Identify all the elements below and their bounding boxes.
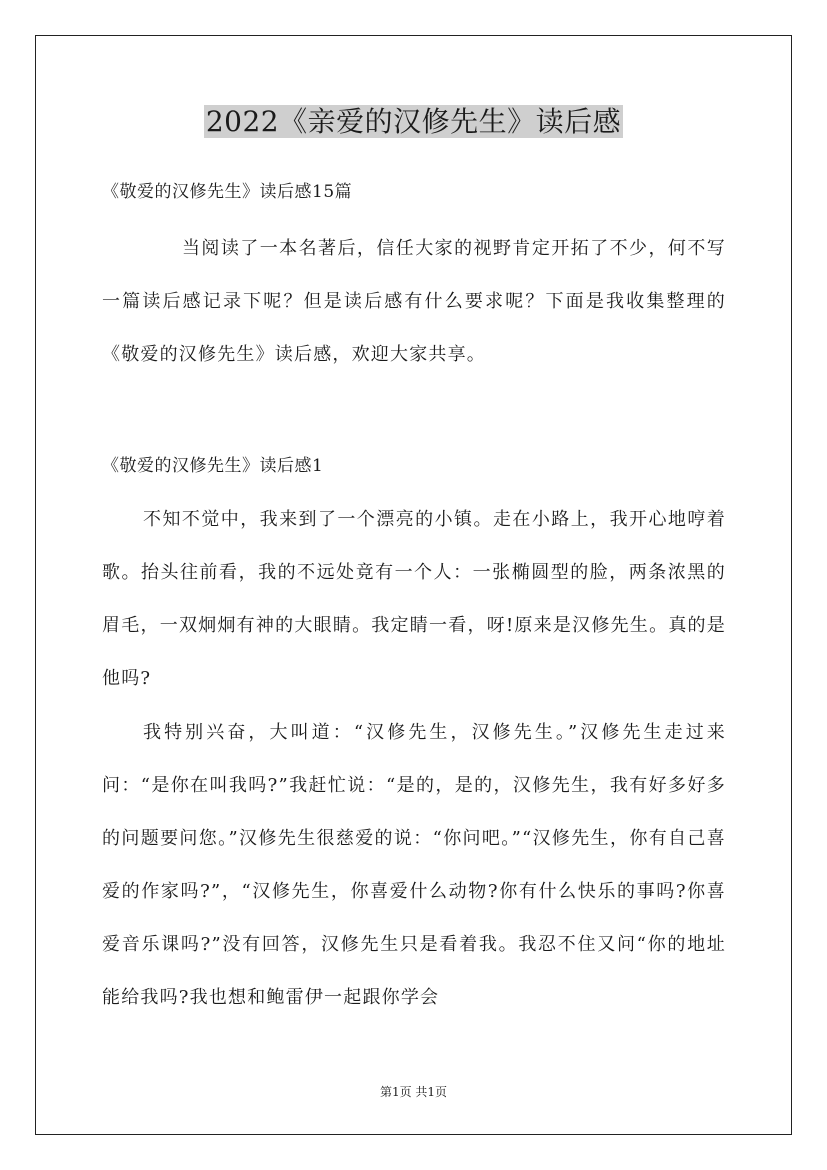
document-title-text: 2022《亲爱的汉修先生》读后感 — [205, 105, 622, 138]
intro-paragraph: 当阅读了一本名著后，信任大家的视野肯定开拓了不少，何不写一篇读后感记录下呢？但是读后感有什么要求呢？下面是我收集整理的《敬爱的汉修先生》读后感，欢迎大家共享。 — [102, 238, 726, 365]
page-footer: 第1页 共1页 — [379, 1085, 448, 1099]
body-paragraph: 不知不觉中，我来到了一个漂亮的小镇。走在小路上，我开心地哼着歌。抬头往前看，我的不远处竟有一个人：一张椭圆型的脸，两条浓黑的眉毛，一双炯炯有神的大眼睛。我定睛一看，呀!原来是汉修先生。真的是他吗? — [102, 509, 726, 689]
document-subtitle: 《敬爱的汉修先生》读后感15篇 — [102, 182, 353, 202]
document-title — [0, 102, 827, 142]
body-paragraph: 我特别兴奋，大叫道：“汉修先生，汉修先生。”汉修先生走过来问：“是你在叫我吗?”我赶忙说：“是的，是的，汉修先生，我有好多好多的问题要问您。”汉修先生很慈爱的说：“你问吧。”“汉修先生，你有自己喜爱的作家吗?”，“汉修先生，你喜爱什么动物?你有什么快乐的事吗?你喜爱音乐课吗?”没有回答，汉修先生只是看着我。我忍不住又问“你的地址能给我吗?我也想和鲍雷伊一起跟你学会 — [102, 722, 726, 1008]
section-heading: 《敬爱的汉修先生》读后感1 — [102, 456, 324, 476]
